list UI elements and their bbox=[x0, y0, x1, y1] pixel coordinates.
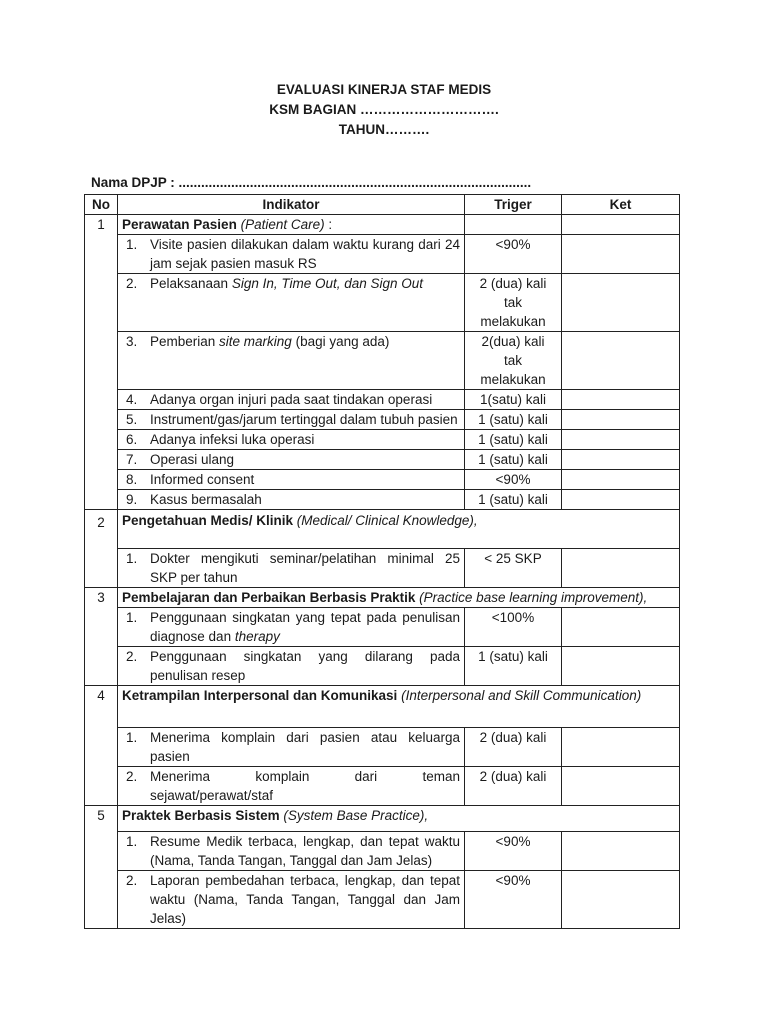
triger-value: <90% bbox=[465, 871, 562, 929]
col-header-no: No bbox=[85, 195, 118, 215]
triger-value: 2 (dua) kali bbox=[465, 728, 562, 767]
document-header bbox=[0, 80, 768, 140]
ket-cell bbox=[562, 647, 680, 686]
table-row: 7. Operasi ulang 1 (satu) kali bbox=[85, 450, 680, 470]
section-title: Perawatan Pasien (Patient Care) : bbox=[118, 215, 465, 235]
table-row: 1. Resume Medik terbaca, lengkap, dan tepat waktu (Nama, Tanda Tangan, Tanggal dan Jam Jelas) <90% bbox=[85, 832, 680, 871]
table-row: 2. Menerima komplain dari teman sejawat/perawat/staf 2 (dua) kali bbox=[85, 767, 680, 806]
tahun-line: TAHUN………. bbox=[338, 122, 430, 137]
ket-cell bbox=[562, 767, 680, 806]
table-row: 2. Penggunaan singkatan yang dilarang pada penulisan resep 1 (satu) kali bbox=[85, 647, 680, 686]
section-row bbox=[85, 510, 680, 549]
section-title: Praktek Berbasis Sistem (System Base Practice), bbox=[118, 806, 680, 832]
triger-value: <90% bbox=[465, 235, 562, 274]
triger-value: 1 (satu) kali bbox=[465, 647, 562, 686]
ket-cell bbox=[562, 470, 680, 490]
ket-cell bbox=[562, 274, 680, 332]
triger-value: 2 (dua) kali bbox=[465, 767, 562, 806]
section-title: Ketrampilan Interpersonal dan Komunikasi (Interpersonal and Skill Communication) bbox=[118, 686, 680, 728]
triger-value: 2(dua) kali tak melakukan bbox=[465, 332, 562, 390]
section-title: Pengetahuan Medis/ Klinik (Medical/ Clinical Knowledge), bbox=[118, 510, 680, 549]
table-row: 2. Laporan pembedahan terbaca, lengkap, dan tepat waktu (Nama, Tanda Tangan, Tanggal dan Jam Jelas) <90% bbox=[85, 871, 680, 929]
triger-value: 1 (satu) kali bbox=[465, 450, 562, 470]
section-row bbox=[85, 588, 680, 608]
col-header-indikator: Indikator bbox=[118, 195, 465, 215]
ket-cell bbox=[562, 549, 680, 588]
ket-cell bbox=[562, 450, 680, 470]
table-row: 3. Pemberian site marking (bagi yang ada) 2(dua) kali tak melakukan bbox=[85, 332, 680, 390]
triger-value: < 25 SKP bbox=[465, 549, 562, 588]
document-title: EVALUASI KINERJA STAF MEDIS bbox=[276, 82, 492, 97]
ket-cell bbox=[562, 390, 680, 410]
table-row: 4. Adanya organ injuri pada saat tindakan operasi 1(satu) kali bbox=[85, 390, 680, 410]
triger-value: <90% bbox=[465, 832, 562, 871]
ket-cell bbox=[562, 410, 680, 430]
triger-value: <100% bbox=[465, 608, 562, 647]
evaluation-table bbox=[84, 194, 680, 929]
table-row: 6. Adanya infeksi luka operasi 1 (satu) kali bbox=[85, 430, 680, 450]
triger-value: 2 (dua) kali tak melakukan bbox=[465, 274, 562, 332]
section-row bbox=[85, 806, 680, 832]
table-row: 1. Dokter mengikuti seminar/pelatihan minimal 25 SKP per tahun < 25 SKP bbox=[85, 549, 680, 588]
nama-dpjp-label: Nama DPJP : .............................................................................................. bbox=[91, 175, 532, 190]
triger-value: 1 (satu) kali bbox=[465, 410, 562, 430]
ket-cell bbox=[562, 430, 680, 450]
ket-cell bbox=[562, 608, 680, 647]
ket-cell bbox=[562, 235, 680, 274]
section-number: 1 bbox=[85, 215, 118, 510]
table-row: 8. Informed consent <90% bbox=[85, 470, 680, 490]
table-row: 1. Penggunaan singkatan yang tepat pada penulisan diagnose dan therapy <100% bbox=[85, 608, 680, 647]
table-row: 1. Menerima komplain dari pasien atau keluarga pasien 2 (dua) kali bbox=[85, 728, 680, 767]
ksm-bagian-line: KSM BAGIAN …………………………. bbox=[269, 102, 499, 117]
ket-cell bbox=[562, 832, 680, 871]
ket-cell bbox=[562, 490, 680, 510]
section-number: 5 bbox=[85, 806, 118, 929]
ket-cell bbox=[562, 728, 680, 767]
ket-cell bbox=[562, 871, 680, 929]
triger-value: <90% bbox=[465, 470, 562, 490]
col-header-triger: Triger bbox=[465, 195, 562, 215]
triger-value: 1 (satu) kali bbox=[465, 430, 562, 450]
section-row bbox=[85, 215, 680, 235]
section-number: 4 bbox=[85, 686, 118, 806]
triger-value: 1(satu) kali bbox=[465, 390, 562, 410]
table-header-row bbox=[85, 195, 680, 215]
table-row: 9. Kasus bermasalah 1 (satu) kali bbox=[85, 490, 680, 510]
section-row bbox=[85, 686, 680, 728]
triger-value: 1 (satu) kali bbox=[465, 490, 562, 510]
col-header-ket: Ket bbox=[562, 195, 680, 215]
table-row: 5. Instrument/gas/jarum tertinggal dalam tubuh pasien 1 (satu) kali bbox=[85, 410, 680, 430]
section-number: 2 bbox=[85, 510, 118, 588]
section-number: 3 bbox=[85, 588, 118, 686]
section-title: Pembelajaran dan Perbaikan Berbasis Praktik (Practice base learning improvement), bbox=[118, 588, 680, 608]
table-row: 2. Pelaksanaan Sign In, Time Out, dan Sign Out 2 (dua) kali tak melakukan bbox=[85, 274, 680, 332]
ket-cell bbox=[562, 332, 680, 390]
table-row: 1. Visite pasien dilakukan dalam waktu kurang dari 24 jam sejak pasien masuk RS <90% bbox=[85, 235, 680, 274]
